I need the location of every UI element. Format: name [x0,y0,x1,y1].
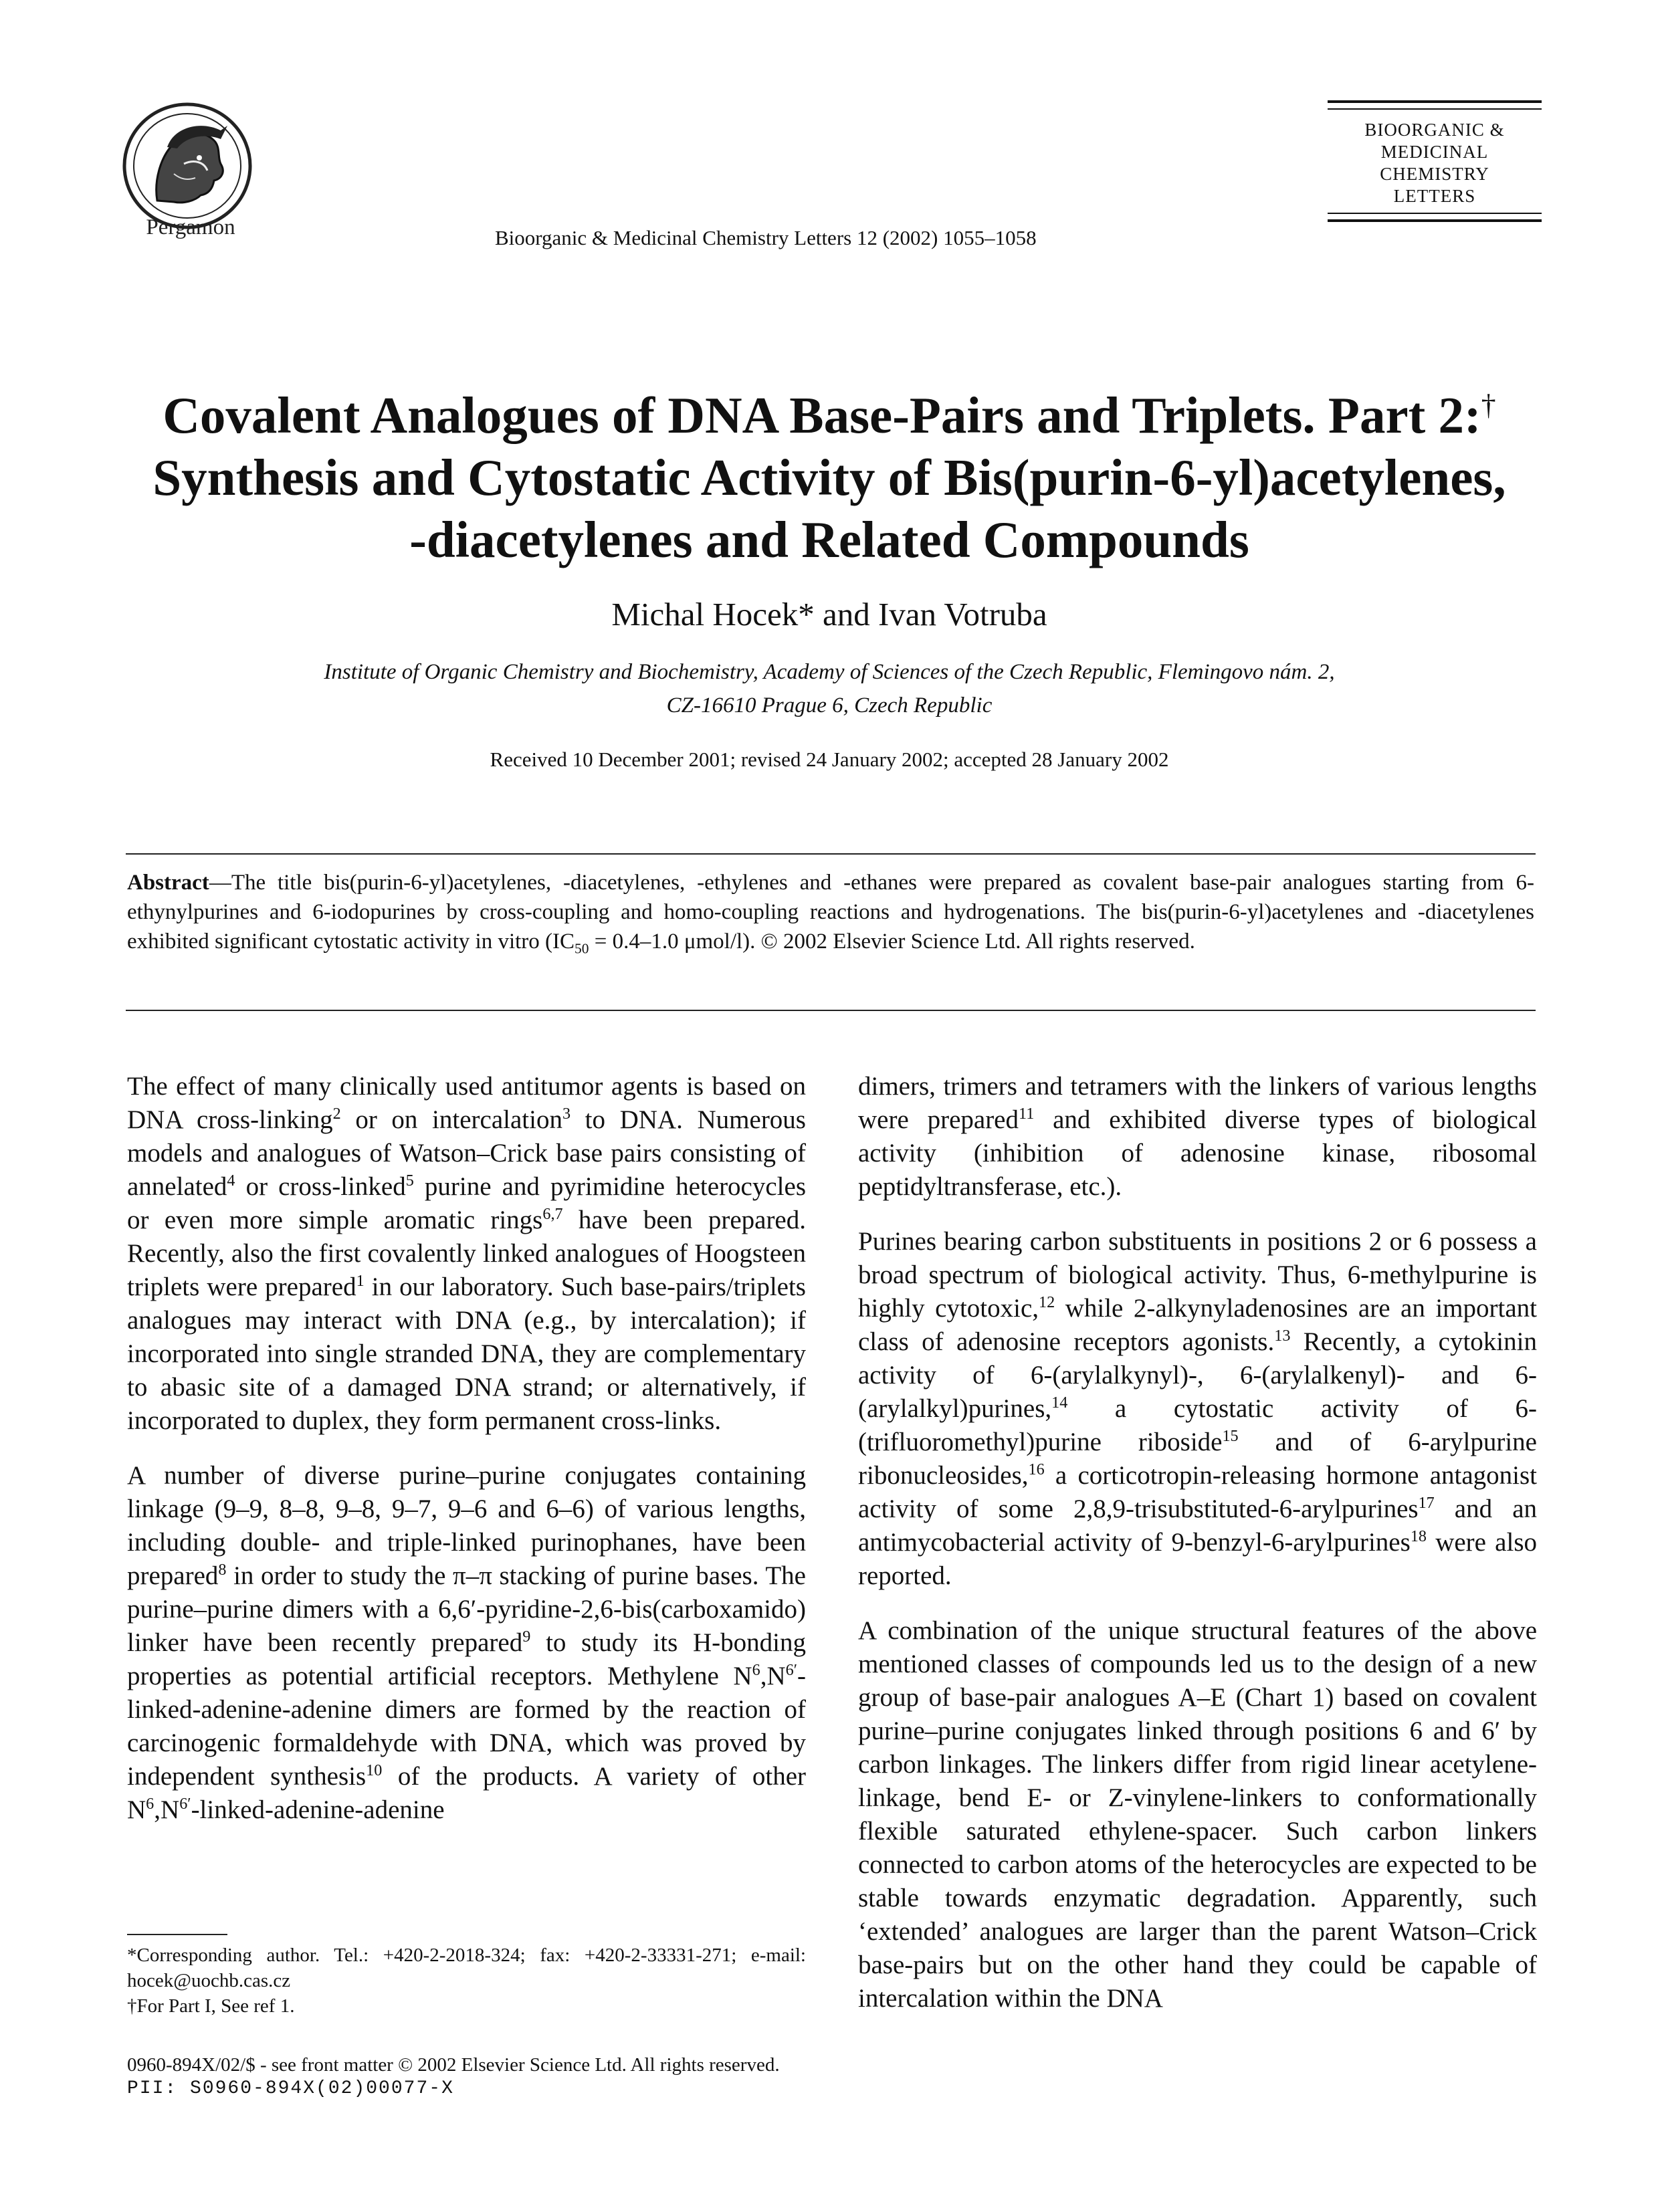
abstract-text: —The title bis(purin-6-yl)acetylenes, -diacetylenes, -ethylenes and -ethanes were prepared as covalent base-pair analogues starting from 6-ethynylpurines and 6-iodopurines by cross-coupling and homo-coupling reactions and hydrogenations. The bis(purin-6-yl)acetylenes and -diacetylenes exhibited significant cytostatic activity in vitro (IC [127,871,1534,954]
abstract-subscript: 50 [575,940,589,957]
body-column-left [127,1070,806,1848]
paragraph: The effect of many clinically used antitumor agents is based on DNA cross-linking$^2$ or on intercalation$^3$ to DNA. Numerous models and analogues of Watson–Crick base pairs consisting of annelated$^4$ or cross-linked$^5$ purine and pyrimidine heterocycles or even more simple aromatic rings$^{6,7}$ have been prepared. Recently, also the first covalently linked analogues of Hoogsteen triplets were prepared$^1$ in our laboratory. Such base-pairs/triplets analogues may interact with DNA (e.g., by intercalation); if incorporated into single stranded DNA, they are complementary to abasic site of a damaged DNA strand; or alternatively, if incorporated to duplex, they form permanent cross-links. [127,1072,807,1435]
journal-title-line: MEDICINAL [1380,142,1489,162]
title-line: Covalent Analogues of DNA Base-Pairs and Triplets. Part 2: [163,386,1481,444]
received-dates: Received 10 December 2001; revised 24 January 2002; accepted 28 January 2002 [490,748,1169,771]
journal-citation: Bioorganic & Medicinal Chemistry Letters 12 (2002) 1055–1058 [495,226,1037,249]
journal-title-box [1328,100,1542,222]
footnotes [127,1943,806,2019]
abstract-text: = 0.4–1.0 μmol/l). © 2002 Elsevier Science Ltd. All rights reserved. [589,929,1195,954]
pergamon-athena-logo-icon [120,100,254,231]
authors: Michal Hocek* and Ivan Votruba [611,596,1047,633]
paragraph: Purines bearing carbon substituents in positions 2 or 6 possess a broad spectrum of biological activity. Thus, 6-methylpurine is highly cytotoxic,$^{12}$ while 2-alkynyladenosines are an important class of adenosine receptors agonists.$^{13}$ Recently, a cytokinin activity of 6-(arylalkynyl)-, 6-(arylalkenyl)- and 6-(arylalkyl)purines,$^{14}$ a cytostatic activity of 6-(trifluoromethyl)purine riboside$^{15}$ and of 6-arylpurine ribonucleosides,$^{16}$ a corticotropin-releasing hormone antagonist activity of some 2,8,9-trisubstituted-6-arylpurines$^{17}$ and an antimycobacterial activity of 9-benzyl-6-arylpurines$^{18}$ were also reported. [858,1227,1537,1590]
issn-line: 0960-894X/02/$ - see front matter © 2002 Elsevier Science Ltd. All rights reserved. [127,2054,780,2076]
page-footer [127,2053,1063,2101]
journal-title-line: LETTERS [1393,186,1476,206]
body-column-right [858,1070,1537,2037]
footnote-part1: †For Part I, See ref 1. [127,1995,295,2017]
title-line: -diacetylenes and Related Compounds [409,511,1249,568]
publisher-name: Pergamon [146,215,235,239]
title-dagger: † [1481,389,1496,422]
affiliation [201,655,1458,722]
journal-title-line: CHEMISTRY [1380,164,1489,184]
pii-line: PII: S0960-894X(02)00077-X [127,2078,454,2099]
footnote-rule [127,1934,227,1935]
paragraph: dimers, trimers and tetramers with the linkers of various lengths were prepared$^{11}$ and exhibited diverse types of biological activity (inhibition of adenosine kinase, ribosomal peptidyltransferase, etc.). [858,1072,1537,1201]
abstract-top-rule [126,853,1536,855]
abstract [127,868,1534,964]
paragraph: A number of diverse purine–purine conjugates containing linkage (9–9, 8–8, 9–8, 9–7, 9–6 and 6–6) of various lengths, including double- and triple-linked purinophanes, have been prepared$^8$ in order to study the π–π stacking of purine bases. The purine–purine dimers with a 6,6′-pyridine-2,6-bis(carboxamido) linker have been recently prepared$^9$ to study its H-bonding properties as potential artificial receptors. Methylene $N^6,N^{6'}-linked-adenine$-adenine dimers are formed by the reaction of carcinogenic formaldehyde with DNA, which was proved by independent synthesis$^{10}$ of the products. A variety of other $N^6,N^{6'}-linked-adenine$-adenine [127,1461,807,1824]
paragraph: A combination of the unique structural features of the above mentioned classes of compounds led us to the design of a new group of base-pair analogues A–E (Chart 1) based on covalent purine–purine conjugates linked through positions 6 and 6′ by carbon linkages. The linkers differ from rigid linear acetylene-linkage, bend E- or Z-vinylene-linkers to conformationally flexible saturated ethylene-spacer. Such carbon linkers connected to carbon atoms of the heterocycles are expected to be stable towards enzymatic degradation. Apparently, such ‘extended’ analogues are larger than the parent Watson–Crick base-pairs but on the other hand they could be capable of intercalation within the DNA [858,1616,1537,2013]
title-line: Synthesis and Cytostatic Activity of Bis(purin-6-yl)acetylenes, [152,449,1506,506]
affiliation-line: CZ-16610 Prague 6, Czech Republic [666,693,993,717]
journal-title-line: BIOORGANIC & [1364,120,1505,140]
abstract-label: Abstract [127,871,209,895]
journal-title [1328,115,1542,213]
abstract-bottom-rule [126,1010,1536,1011]
article-title [120,384,1538,571]
footnote-corresponding: *Corresponding author. Tel.: +420-2-2018-324; fax: +420-2-33331-271; e-mail: hocek@uochb.cas.cz [127,1945,806,1991]
affiliation-line: Institute of Organic Chemistry and Biochemistry, Academy of Sciences of the Czech Republic, Flemingovo nám. 2, [324,660,1335,684]
